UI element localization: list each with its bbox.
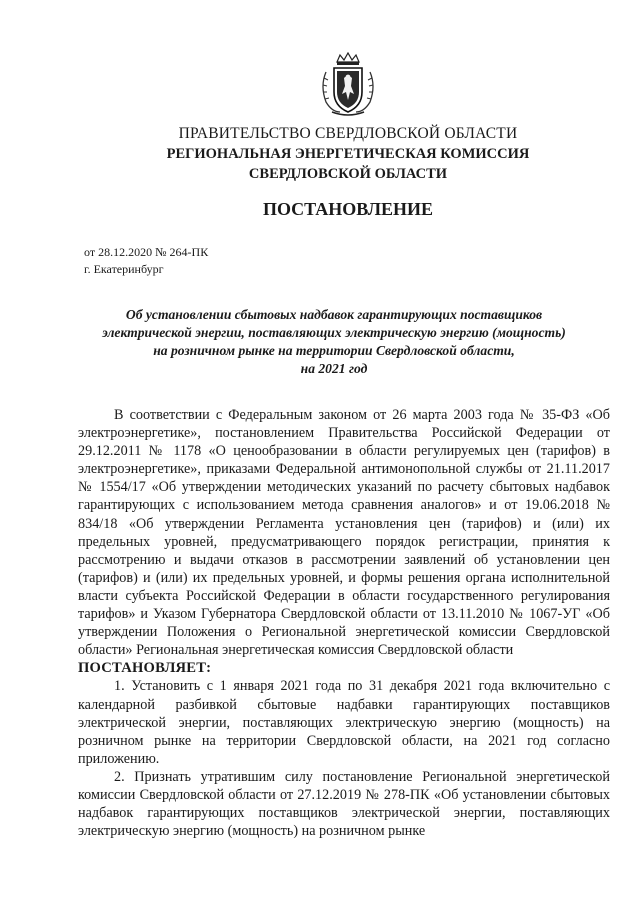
document-date-number: от 28.12.2020 № 264-ПК	[84, 245, 209, 259]
subject-line: на 2021 год	[300, 361, 368, 376]
item-paragraph: 2. Признать утратившим силу постановление Региональной энергетической комиссии Свердловской области от 27.12.2019 № 278-ПК «Об установлении сбытовых надбавок гарантирующих поставщиков электрической энергии, поставляющих электрическую энергию (мощность) на розничном рынке	[78, 768, 610, 840]
commission-name: РЕГИОНАЛЬНАЯ ЭНЕРГЕТИЧЕСКАЯ КОМИССИЯ	[166, 146, 530, 162]
subject-line: электрической энергии, поставляющих электрическую энергию (мощность)	[102, 325, 566, 340]
decree-heading: ПОСТАНОВЛЯЕТ:	[78, 660, 212, 677]
document-city: г. Екатеринбург	[84, 262, 164, 276]
commission-region: СВЕРДЛОВСКОЙ ОБЛАСТИ	[248, 166, 448, 182]
document-subject	[84, 306, 584, 378]
preamble-paragraph: В соответствии с Федеральным законом от 26 марта 2003 года № 35-ФЗ «Об электроэнергетике», постановлением Правительства Российской Федерации от 29.12.2011 № 1178 «О ценообразовании в области регулируемых цен (тарифов) в электроэнергетике», приказами Федеральной антимонопольной службы от 21.11.2017 № 1554/17 «Об утверждении методических указаний по расчету сбытовых надбавок гарантирующих с использованием метода сравнения аналогов» и от 19.06.2018 № 834/18 «Об утверждении Регламента установления цен (тарифов) и (или) их предельных уровней, предусматривающего порядок регистрации, принятия к рассмотрению и выдачи отказов в рассмотрении заявлений об установлении цен (тарифов) и (или) их предельных уровней, и формы решения органа исполнительной власти субъекта Российской Федерации в области государственного регулирования тарифов» и Указом Губернатора Свердловской области от 13.11.2010 № 1067-УГ «Об утверждении Положения о Региональной энергетической комиссии Свердловской области» Региональная энергетическая комиссия Свердловской области	[78, 407, 610, 659]
item-paragraph: 1. Установить с 1 января 2021 года по 31 декабря 2021 года включительно с календарной разбивкой сбытовые надбавки гарантирующих поставщиков электрической энергии, поставляющих электрическую энергию (мощность) на розничном рынке на территории Свердловской области, на 2021 год согласно приложению.	[78, 678, 610, 767]
document-type: ПОСТАНОВЛЕНИЕ	[262, 199, 434, 219]
government-name: ПРАВИТЕЛЬСТВО СВЕРДЛОВСКОЙ ОБЛАСТИ	[178, 125, 518, 142]
issuer-header	[0, 124, 640, 184]
coat-of-arms-icon	[318, 52, 378, 120]
subject-line: на розничном рынке на территории Свердловской области,	[153, 343, 515, 358]
document-meta	[84, 244, 208, 278]
document-body	[78, 406, 610, 840]
subject-line: Об установлении сбытовых надбавок гарантирующих поставщиков	[125, 307, 543, 322]
